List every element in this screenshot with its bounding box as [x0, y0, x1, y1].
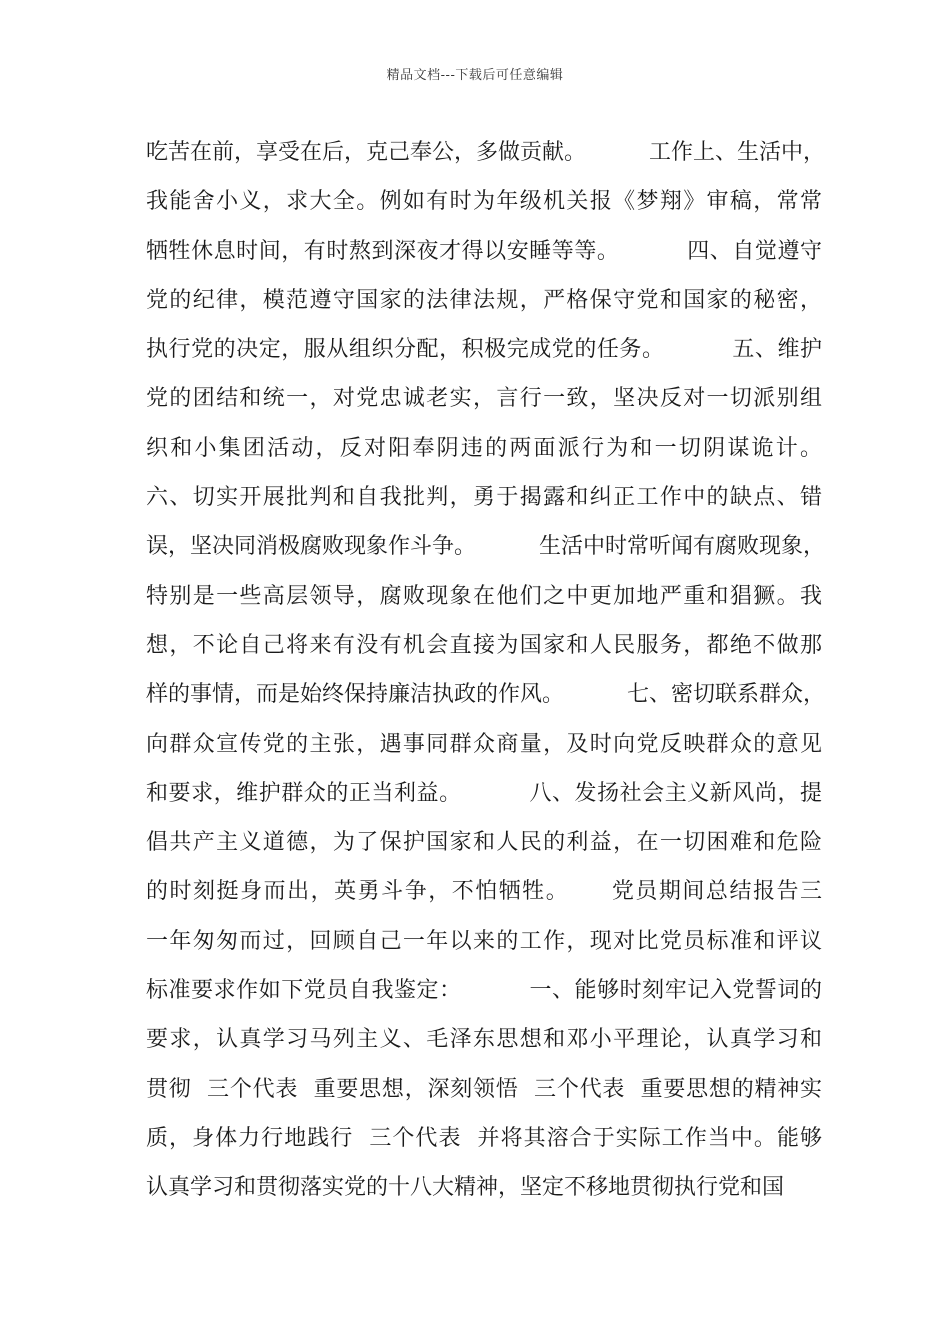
text-line: 认真学习和贯彻落实党的十八大精神，坚定不移地贯彻执行党和国: [146, 1175, 785, 1201]
text-line: 六、切实开展批判和自我批判，勇于揭露和纠正工作中的缺点、错: [146, 485, 822, 511]
text-line: 贯彻 三个代表 重要思想，深刻领悟 三个代表 重要思想的精神实: [146, 1076, 822, 1102]
text-line: 标准要求作如下党员自我鉴定： 一、能够时刻牢记入党誓词的: [146, 978, 822, 1004]
text-line: 牺牲休息时间，有时熬到深夜才得以安睡等等。 四、自觉遵守: [146, 238, 822, 264]
text-line: 党的纪律，模范遵守国家的法律法规，严格保守党和国家的秘密，: [146, 287, 822, 313]
text-line: 特别是一些高层领导，腐败现象在他们之中更加地严重和猖獗。我: [146, 583, 822, 609]
text-line: 和要求，维护群众的正当利益。 八、发扬社会主义新风尚，提: [146, 780, 822, 806]
text-line: 织和小集团活动，反对阳奉阴违的两面派行为和一切阴谋诡计。: [146, 435, 822, 461]
text-line: 质，身体力行地践行 三个代表 并将其溶合于实际工作当中。能够: [146, 1125, 822, 1151]
text-line: 党的团结和统一，对党忠诚老实，言行一致，坚决反对一切派别组: [146, 386, 822, 412]
text-line: 的时刻挺身而出，英勇斗争，不怕牺牲。 党员期间总结报告三: [146, 879, 822, 905]
text-line: 要求，认真学习马列主义、毛泽东思想和邓小平理论，认真学习和: [146, 1027, 822, 1053]
text-line: 想，不论自己将来有没有机会直接为国家和人民服务，都绝不做那: [146, 632, 822, 658]
text-line: 我能舍小义，求大全。例如有时为年级机关报《梦翔》审稿，常常: [146, 189, 822, 215]
text-line: 执行党的决定，服从组织分配，积极完成党的任务。 五、维护: [146, 337, 822, 363]
text-line: 倡共产主义道德，为了保护国家和人民的利益，在一切困难和危险: [146, 830, 822, 856]
text-line: 向群众宣传党的主张，遇事同群众商量，及时向党反映群众的意见: [146, 731, 822, 757]
text-line: 样的事情，而是始终保持廉洁执政的作风。 七、密切联系群众，: [146, 682, 825, 708]
body-text: [146, 128, 825, 1213]
text-line: 吃苦在前，享受在后，克己奉公，多做贡献。 工作上、生活中，: [146, 140, 825, 165]
page-header: 精品文档---下载后可任意编辑: [386, 68, 564, 83]
text-line: 误，坚决同消极腐败现象作斗争。 生活中时常听闻有腐败现象，: [146, 534, 825, 560]
text-line: 一年匆匆而过，回顾自己一年以来的工作，现对比党员标准和评议: [146, 928, 822, 954]
